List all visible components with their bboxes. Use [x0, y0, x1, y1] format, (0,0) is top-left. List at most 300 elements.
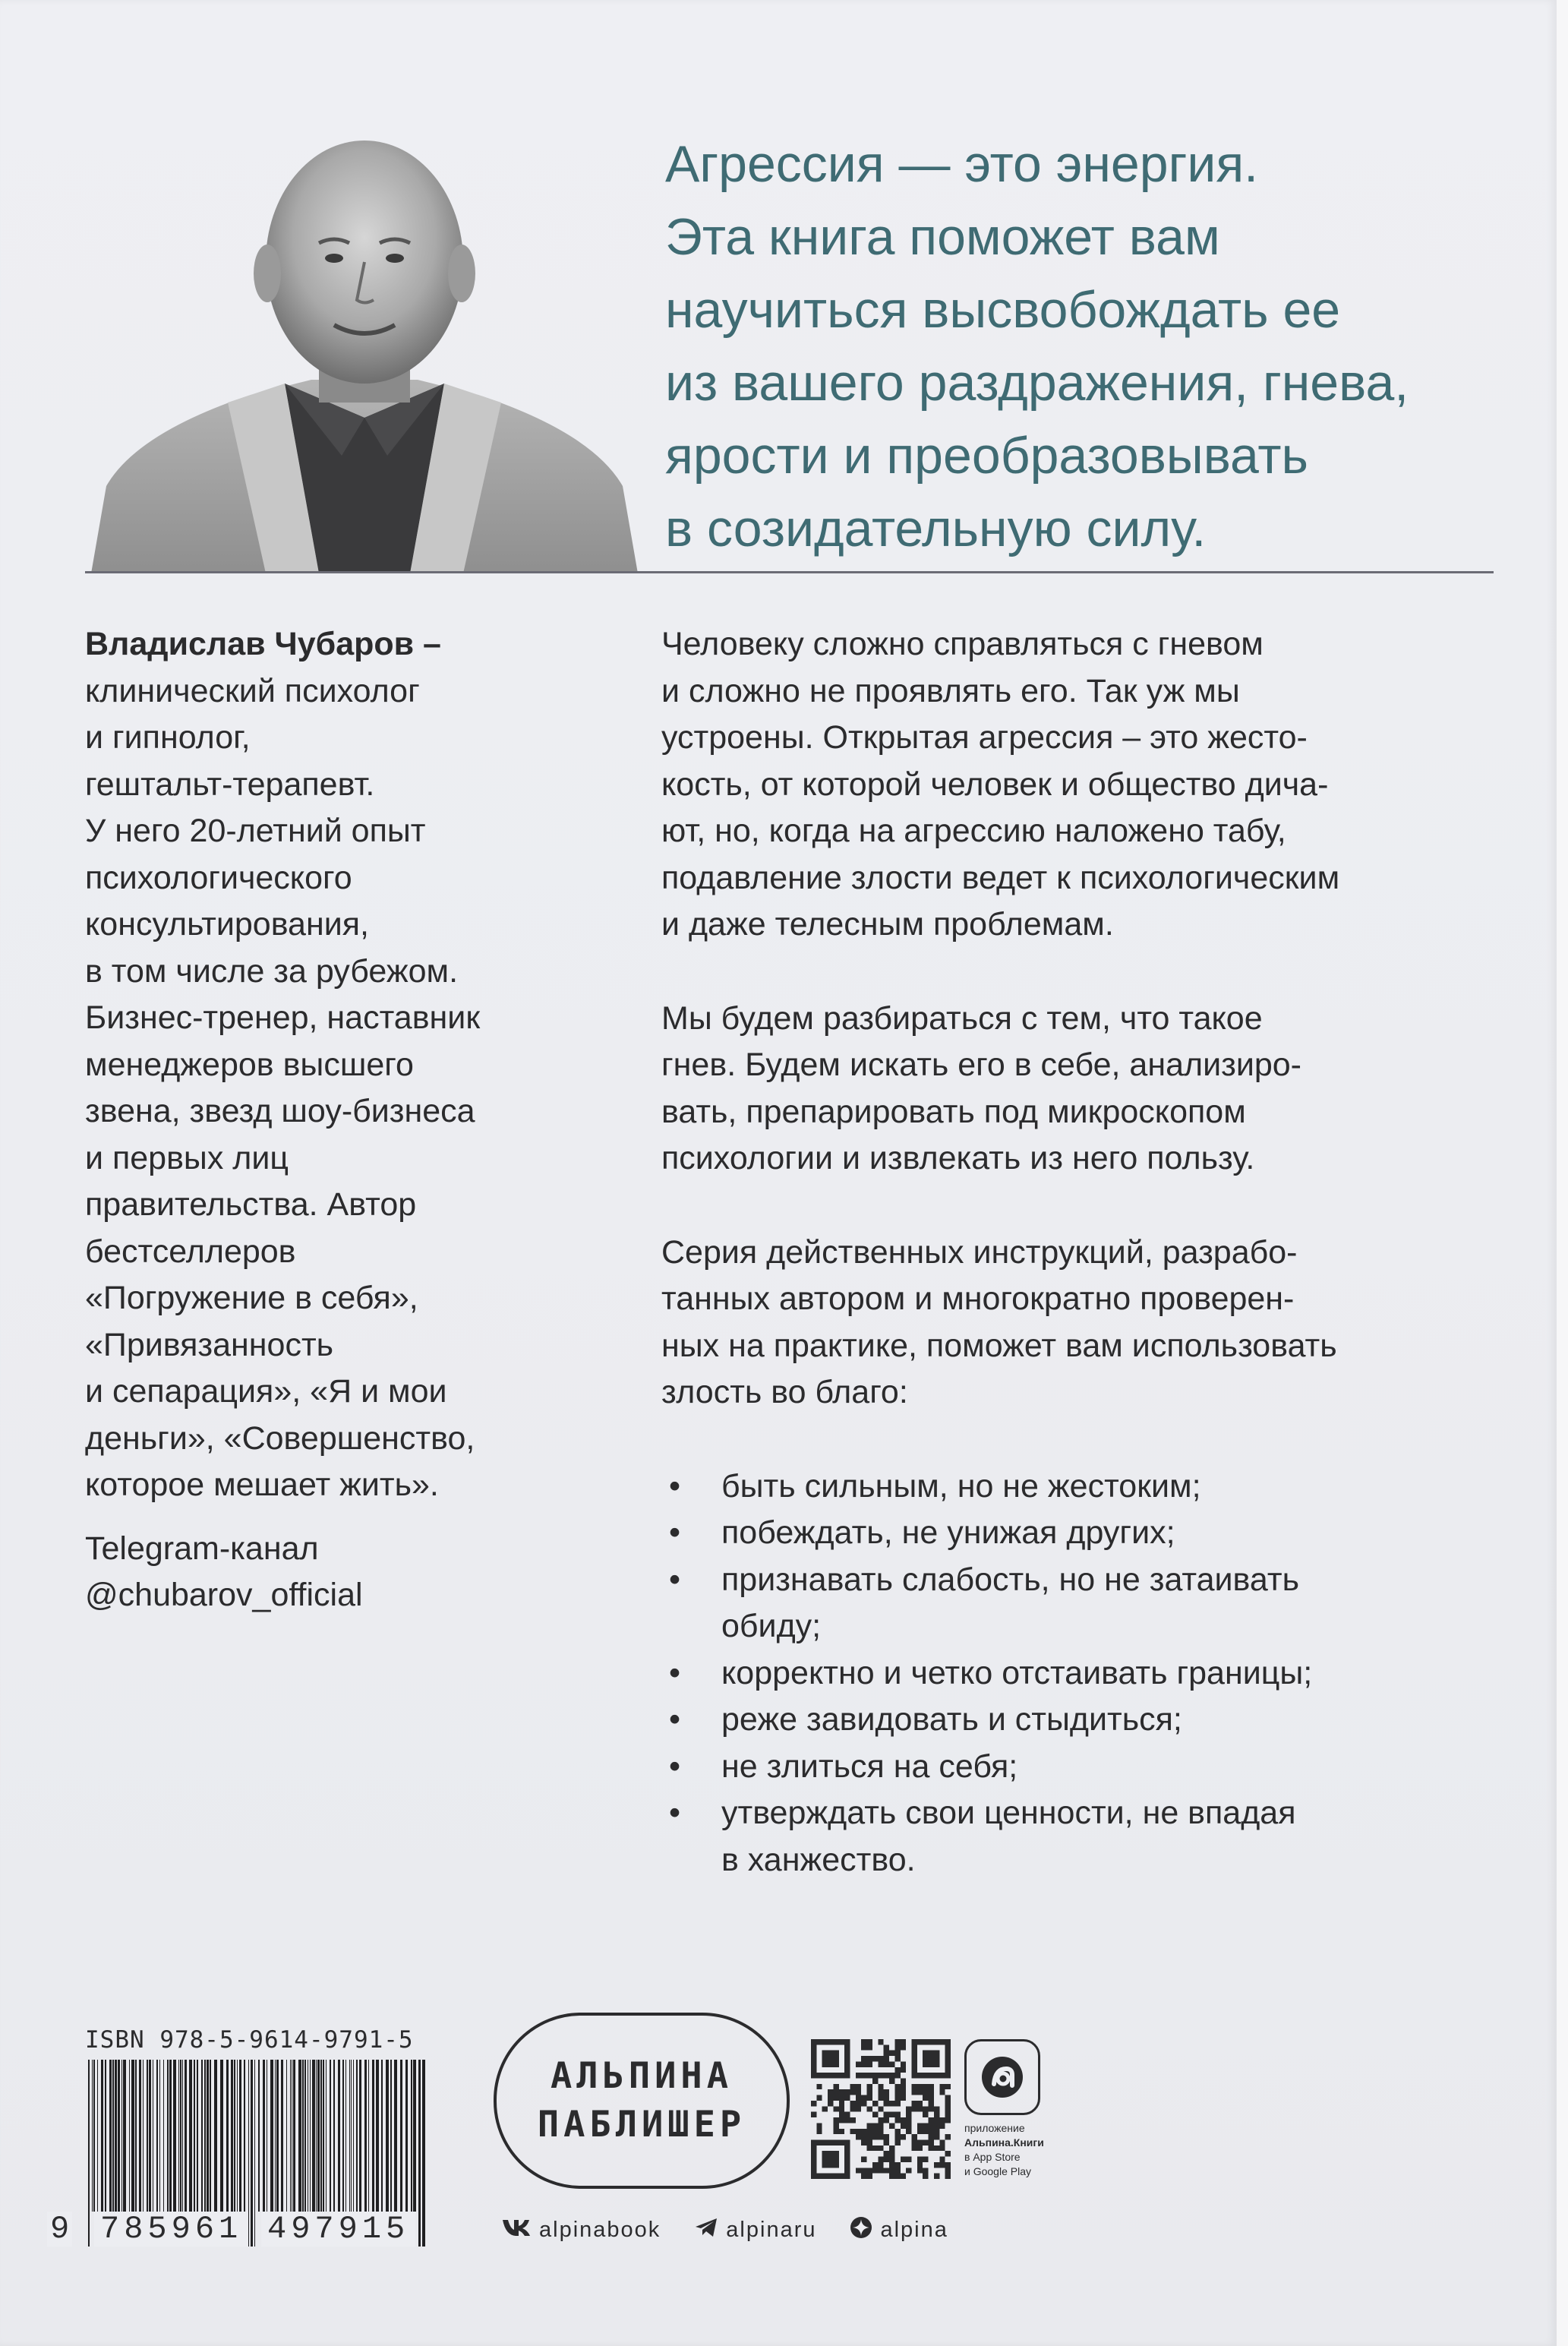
- qr-module: [839, 2106, 844, 2111]
- qr-module: [934, 2162, 939, 2168]
- barcode-bar: [317, 2060, 320, 2212]
- qr-finder: [822, 2151, 839, 2168]
- barcode-bar: [290, 2060, 291, 2212]
- barcode-bar: [298, 2060, 301, 2212]
- barcode-bar: [351, 2060, 352, 2212]
- qr-module: [917, 2129, 923, 2134]
- qr-module: [839, 2117, 844, 2123]
- text-line: психологии и извлекать из него пользу.: [661, 1140, 1255, 1176]
- qr-module: [856, 2084, 861, 2089]
- qr-module: [844, 2095, 850, 2101]
- text-line: Человеку сложно справляться с гневом: [661, 626, 1264, 662]
- qr-module: [884, 2101, 889, 2106]
- bio-line: У него 20-летний опыт: [85, 813, 426, 849]
- qr-module: [872, 2168, 878, 2173]
- qr-module: [884, 2139, 889, 2145]
- barcode-bar: [97, 2060, 98, 2212]
- qr-module: [894, 2101, 900, 2106]
- barcode-bar: [394, 2060, 397, 2212]
- list-item: [661, 1790, 1497, 1883]
- qr-module: [929, 2123, 934, 2128]
- qr-module: [867, 2039, 872, 2044]
- qr-module: [816, 2084, 822, 2089]
- qr-module: [889, 2051, 894, 2056]
- qr-module: [856, 2101, 861, 2106]
- social-label: alpinaru: [726, 2218, 817, 2242]
- social-label: alpina: [880, 2218, 948, 2242]
- app-name: Альпина.Книги: [964, 2136, 1044, 2149]
- qr-module: [844, 2089, 850, 2095]
- headline-line: Эта книга поможет вам: [665, 208, 1220, 266]
- qr-module: [884, 2134, 889, 2139]
- qr-module: [889, 2157, 894, 2162]
- qr-module: [861, 2139, 866, 2145]
- app-line: приложение: [964, 2122, 1025, 2134]
- bullet-text: корректно и четко отстаивать границы;: [721, 1654, 1313, 1691]
- qr-module: [811, 2112, 816, 2117]
- barcode-bar: [135, 2060, 137, 2212]
- barcode-bar: [173, 2060, 176, 2212]
- qr-module: [878, 2039, 883, 2044]
- barcode-bar: [326, 2060, 327, 2212]
- text-line: Мы будем разбираться с тем, что такое: [661, 999, 1263, 1037]
- qr-module: [816, 2123, 822, 2128]
- qr-module: [917, 2139, 923, 2145]
- text-line: вать, препарировать под микроскопом: [661, 1093, 1246, 1130]
- qr-module: [872, 2073, 878, 2078]
- qr-finder: [923, 2051, 939, 2067]
- qr-module: [894, 2129, 900, 2134]
- qr-module: [867, 2146, 872, 2151]
- list-item: [661, 1463, 1497, 1511]
- qr-module: [861, 2073, 866, 2078]
- barcode-bar: [169, 2060, 172, 2212]
- bullet-icon: •: [669, 1701, 681, 1738]
- bio-line: которое мешает жить».: [85, 1467, 439, 1503]
- bio-line: «Привязанность: [85, 1326, 334, 1363]
- qr-module: [861, 2056, 866, 2061]
- barcode-bar: [182, 2060, 183, 2212]
- qr-module: [822, 2106, 828, 2111]
- qr-module: [833, 2106, 838, 2111]
- qr-module: [884, 2112, 889, 2117]
- isbn-label: ISBN 978-5-9614-9791-5: [85, 2026, 414, 2054]
- qr-module: [939, 2162, 945, 2168]
- qr-module: [911, 2139, 917, 2145]
- bio-line: и сепарация», «Я и мои: [85, 1373, 447, 1410]
- barcode-digits-left: 785961: [94, 2212, 248, 2247]
- qr-module: [929, 2139, 934, 2145]
- barcode-bar: [139, 2060, 141, 2212]
- qr-module: [878, 2129, 883, 2134]
- headline-line: ярости и преобразовывать: [665, 427, 1308, 485]
- divider-line: [85, 571, 1494, 573]
- barcode-bar: [123, 2060, 126, 2212]
- bio-line: гештальт-терапевт.: [85, 766, 375, 803]
- barcode-bar: [316, 2060, 317, 2212]
- qr-module: [945, 2174, 951, 2179]
- qr-module: [872, 2101, 878, 2106]
- qr-module: [878, 2095, 883, 2101]
- qr-module: [894, 2056, 900, 2061]
- qr-module: [861, 2095, 866, 2101]
- qr-module: [934, 2106, 939, 2111]
- qr-module: [861, 2174, 866, 2179]
- barcode-bar: [411, 2060, 412, 2212]
- qr-module: [929, 2095, 934, 2101]
- telegram-label: Telegram-канал: [85, 1530, 319, 1567]
- qr-module: [945, 2106, 951, 2111]
- qr-module: [906, 2129, 911, 2134]
- qr-module: [894, 2044, 900, 2050]
- qr-module: [884, 2061, 889, 2067]
- qr-module: [872, 2056, 878, 2061]
- text-line: и даже телесным проблемам.: [661, 906, 1114, 943]
- qr-module: [856, 2061, 861, 2067]
- qr-module: [911, 2101, 917, 2106]
- barcode-bar: [105, 2060, 106, 2212]
- qr-module: [901, 2067, 906, 2073]
- qr-module: [872, 2129, 878, 2134]
- barcode-bar: [210, 2060, 211, 2212]
- app-line: в App Store: [964, 2151, 1021, 2163]
- qr-module: [889, 2073, 894, 2078]
- barcode-bar: [93, 2060, 95, 2212]
- bullet-text: утверждать свои ценности, не впадая: [721, 1795, 1296, 1831]
- qr-module: [884, 2073, 889, 2078]
- qr-module: [945, 2151, 951, 2156]
- qr-module: [917, 2123, 923, 2128]
- barcode-bar: [356, 2060, 358, 2212]
- qr-module: [839, 2112, 844, 2117]
- bio-line: деньги», «Совершенство,: [85, 1419, 475, 1457]
- qr-module: [811, 2101, 816, 2106]
- qr-module: [867, 2123, 872, 2128]
- barcode-bar: [201, 2060, 203, 2212]
- qr-module: [867, 2174, 872, 2179]
- barcode-bar: [178, 2060, 179, 2212]
- qr-module: [945, 2084, 951, 2089]
- qr-module: [878, 2146, 883, 2151]
- bullet-icon: •: [669, 1654, 681, 1691]
- barcode-bar: [376, 2060, 379, 2212]
- qr-module: [861, 2061, 866, 2067]
- qr-module: [929, 2084, 934, 2089]
- barcode-bar: [121, 2060, 122, 2212]
- qr-module: [816, 2129, 822, 2134]
- social-vk: [501, 2218, 661, 2243]
- qr-module: [861, 2039, 866, 2044]
- qr-module: [889, 2168, 894, 2173]
- barcode-bar: [101, 2060, 103, 2212]
- qr-module: [906, 2157, 911, 2162]
- barcode-bar: [405, 2060, 408, 2212]
- qr-code: [811, 2039, 951, 2179]
- qr-module: [850, 2101, 856, 2106]
- qr-module: [939, 2157, 945, 2162]
- qr-module: [884, 2095, 889, 2101]
- qr-module: [884, 2151, 889, 2156]
- qr-module: [856, 2129, 861, 2134]
- barcode-bar: [368, 2060, 369, 2212]
- qr-module: [906, 2168, 911, 2173]
- qr-module: [850, 2084, 856, 2089]
- bullet-icon: •: [669, 1795, 681, 1831]
- barcode-bar: [214, 2060, 217, 2212]
- qr-module: [839, 2129, 844, 2134]
- bio-line: «Погружение в себя»,: [85, 1280, 418, 1316]
- qr-module: [833, 2084, 838, 2089]
- headline-line: Агрессия — это энергия.: [665, 135, 1259, 193]
- qr-module: [850, 2129, 856, 2134]
- bullet-icon: •: [669, 1467, 681, 1505]
- qr-module: [889, 2162, 894, 2168]
- qr-module: [878, 2089, 883, 2095]
- barcode-bar: [281, 2060, 283, 2212]
- barcode-bar: [115, 2060, 117, 2212]
- qr-module: [878, 2168, 883, 2173]
- qr-module: [828, 2095, 833, 2101]
- barcode-bar: [302, 2060, 304, 2212]
- qr-module: [867, 2106, 872, 2111]
- qr-module: [911, 2084, 917, 2089]
- qr-module: [917, 2157, 923, 2162]
- barcode-bar: [323, 2060, 324, 2212]
- qr-module: [894, 2073, 900, 2078]
- qr-module: [939, 2146, 945, 2151]
- qr-module: [906, 2117, 911, 2123]
- barcode-bar: [207, 2060, 209, 2212]
- qr-module: [878, 2056, 883, 2061]
- social-label: alpinabook: [539, 2218, 661, 2242]
- qr-module: [861, 2129, 866, 2134]
- qr-module: [884, 2051, 889, 2056]
- barcode-bar: [237, 2060, 238, 2212]
- qr-module: [894, 2168, 900, 2173]
- headline-line: из вашего раздражения, гнева,: [665, 354, 1409, 412]
- qr-module: [901, 2134, 906, 2139]
- qr-module: [833, 2123, 838, 2128]
- barcode-bar: [286, 2060, 287, 2212]
- qr-module: [917, 2089, 923, 2095]
- text-line: подавление злости ведет к психологическим: [661, 859, 1340, 896]
- qr-module: [939, 2139, 945, 2145]
- qr-module: [872, 2134, 878, 2139]
- publisher-line: ПАБЛИШЕР: [537, 2104, 746, 2146]
- list-item: [661, 1697, 1497, 1744]
- qr-module: [923, 2095, 928, 2101]
- list-item: [661, 1557, 1497, 1650]
- social-links: [501, 2216, 948, 2244]
- qr-module: [894, 2174, 900, 2179]
- text-line: злость во благо:: [661, 1374, 908, 1410]
- barcode-digit-first: 9: [47, 2212, 72, 2247]
- qr-module: [856, 2089, 861, 2095]
- barcode-bar: [92, 2060, 93, 2212]
- qr-module: [945, 2117, 951, 2123]
- barcode-bar: [422, 2060, 425, 2247]
- qr-module: [850, 2089, 856, 2095]
- qr-module: [833, 2129, 838, 2134]
- bio-line: в том числе за рубежом.: [85, 952, 459, 990]
- qr-module: [839, 2089, 844, 2095]
- qr-module: [923, 2139, 928, 2145]
- qr-module: [894, 2067, 900, 2073]
- qr-module: [894, 2089, 900, 2095]
- qr-module: [945, 2162, 951, 2168]
- qr-module: [894, 2117, 900, 2123]
- qr-module: [901, 2123, 906, 2128]
- qr-module: [894, 2162, 900, 2168]
- qr-module: [901, 2084, 906, 2089]
- qr-module: [906, 2123, 911, 2128]
- qr-module: [906, 2112, 911, 2117]
- qr-module: [901, 2079, 906, 2084]
- qr-module: [901, 2044, 906, 2050]
- qr-module: [867, 2084, 872, 2089]
- bullet-text: быть сильным, но не жестоким;: [721, 1467, 1201, 1505]
- qr-module: [839, 2101, 844, 2106]
- qr-module: [878, 2134, 883, 2139]
- qr-module: [929, 2134, 934, 2139]
- qr-module: [861, 2168, 866, 2173]
- barcode-bar: [254, 2060, 255, 2247]
- qr-module: [917, 2106, 923, 2111]
- text-line: ных на практике, поможет вам использовать: [661, 1327, 1337, 1364]
- qr-module: [934, 2129, 939, 2134]
- telegram-icon: [694, 2217, 718, 2243]
- barcode-bar: [239, 2060, 241, 2212]
- barcode-bar: [320, 2060, 322, 2212]
- page-edge: [1557, 0, 1568, 2346]
- qr-module: [872, 2123, 878, 2128]
- qr-module: [917, 2146, 923, 2151]
- qr-module: [923, 2157, 928, 2162]
- barcode-bar: [185, 2060, 187, 2212]
- qr-finder: [822, 2051, 839, 2067]
- qr-module: [856, 2134, 861, 2139]
- publisher-logo: [494, 2013, 790, 2189]
- qr-module: [894, 2051, 900, 2056]
- qr-module: [867, 2073, 872, 2078]
- publisher-line: АЛЬПИНА: [550, 2055, 734, 2097]
- barcode-bar: [231, 2060, 233, 2212]
- qr-module: [929, 2146, 934, 2151]
- qr-module: [816, 2095, 822, 2101]
- qr-module: [917, 2162, 923, 2168]
- barcode-bar: [364, 2060, 367, 2212]
- bio-line: клинический психолог: [85, 672, 420, 709]
- bullet-text: обиду;: [721, 1608, 822, 1644]
- bio-line: бестселлеров: [85, 1233, 296, 1270]
- barcode-bar: [263, 2060, 265, 2212]
- barcode-bar: [330, 2060, 331, 2212]
- barcode-bar: [381, 2060, 383, 2212]
- qr-module: [884, 2056, 889, 2061]
- qr-module: [911, 2106, 917, 2111]
- qr-module: [934, 2112, 939, 2117]
- barcode-bar: [204, 2060, 206, 2212]
- qr-module: [878, 2073, 883, 2078]
- qr-module: [929, 2117, 934, 2123]
- qr-module: [934, 2146, 939, 2151]
- text-line: гнев. Будем искать его в себе, анализиро-: [661, 1047, 1301, 1083]
- qr-module: [867, 2168, 872, 2173]
- qr-module: [861, 2044, 866, 2050]
- bullet-icon: •: [669, 1514, 681, 1551]
- qr-module: [884, 2168, 889, 2173]
- qr-module: [889, 2112, 894, 2117]
- qr-module: [867, 2139, 872, 2145]
- barcode-bar: [131, 2060, 134, 2212]
- qr-module: [901, 2039, 906, 2044]
- text-line: танных автором и многократно проверен-: [661, 1280, 1295, 1317]
- qr-module: [923, 2129, 928, 2134]
- qr-module: [867, 2061, 872, 2067]
- qr-module: [934, 2123, 939, 2128]
- qr-module: [929, 2101, 934, 2106]
- qr-module: [889, 2151, 894, 2156]
- bio-line: и первых лиц: [85, 1139, 289, 1176]
- qr-module: [894, 2039, 900, 2044]
- qr-module: [872, 2079, 878, 2084]
- app-promo: [964, 2121, 1044, 2179]
- qr-module: [917, 2084, 923, 2089]
- qr-module: [901, 2095, 906, 2101]
- qr-module: [911, 2089, 917, 2095]
- barcode-bar: [143, 2060, 144, 2212]
- social-dzen: [850, 2216, 948, 2244]
- barcode-bar: [275, 2060, 276, 2212]
- barcode-bar: [112, 2060, 114, 2212]
- barcode-bar: [180, 2060, 181, 2212]
- app-line: и Google Play: [964, 2165, 1031, 2177]
- barcode-bar: [258, 2060, 260, 2212]
- qr-module: [872, 2112, 878, 2117]
- qr-module: [856, 2073, 861, 2078]
- barcode-bar: [372, 2060, 374, 2212]
- qr-module: [856, 2095, 861, 2101]
- bullet-text: реже завидовать и стыдиться;: [721, 1701, 1182, 1738]
- barcode-bar: [251, 2060, 253, 2247]
- qr-module: [894, 2134, 900, 2139]
- qr-module: [923, 2084, 928, 2089]
- barcode-bar: [359, 2060, 361, 2212]
- bio-line: звена, звезд шоу-бизнеса: [85, 1093, 475, 1129]
- barcode-bar: [349, 2060, 350, 2212]
- qr-module: [894, 2139, 900, 2145]
- qr-module: [844, 2112, 850, 2117]
- headline: [665, 128, 1538, 565]
- barcode-bar: [226, 2060, 229, 2212]
- text-line: ют, но, когда на агрессию наложено табу,: [661, 813, 1286, 849]
- text-line: и сложно не проявлять его. Так уж мы: [661, 672, 1240, 709]
- bullet-text: признавать слабость, но не затаивать: [721, 1561, 1299, 1598]
- qr-module: [861, 2157, 866, 2162]
- qr-module: [911, 2134, 917, 2139]
- qr-module: [850, 2117, 856, 2123]
- qr-module: [872, 2146, 878, 2151]
- qr-module: [911, 2146, 917, 2151]
- qr-module: [901, 2117, 906, 2123]
- bullet-text: в ханжество.: [721, 1841, 916, 1878]
- qr-module: [939, 2123, 945, 2128]
- qr-module: [889, 2174, 894, 2179]
- qr-module: [828, 2101, 833, 2106]
- barcode-bar: [390, 2060, 392, 2212]
- barcode-bar: [109, 2060, 112, 2212]
- qr-module: [901, 2089, 906, 2095]
